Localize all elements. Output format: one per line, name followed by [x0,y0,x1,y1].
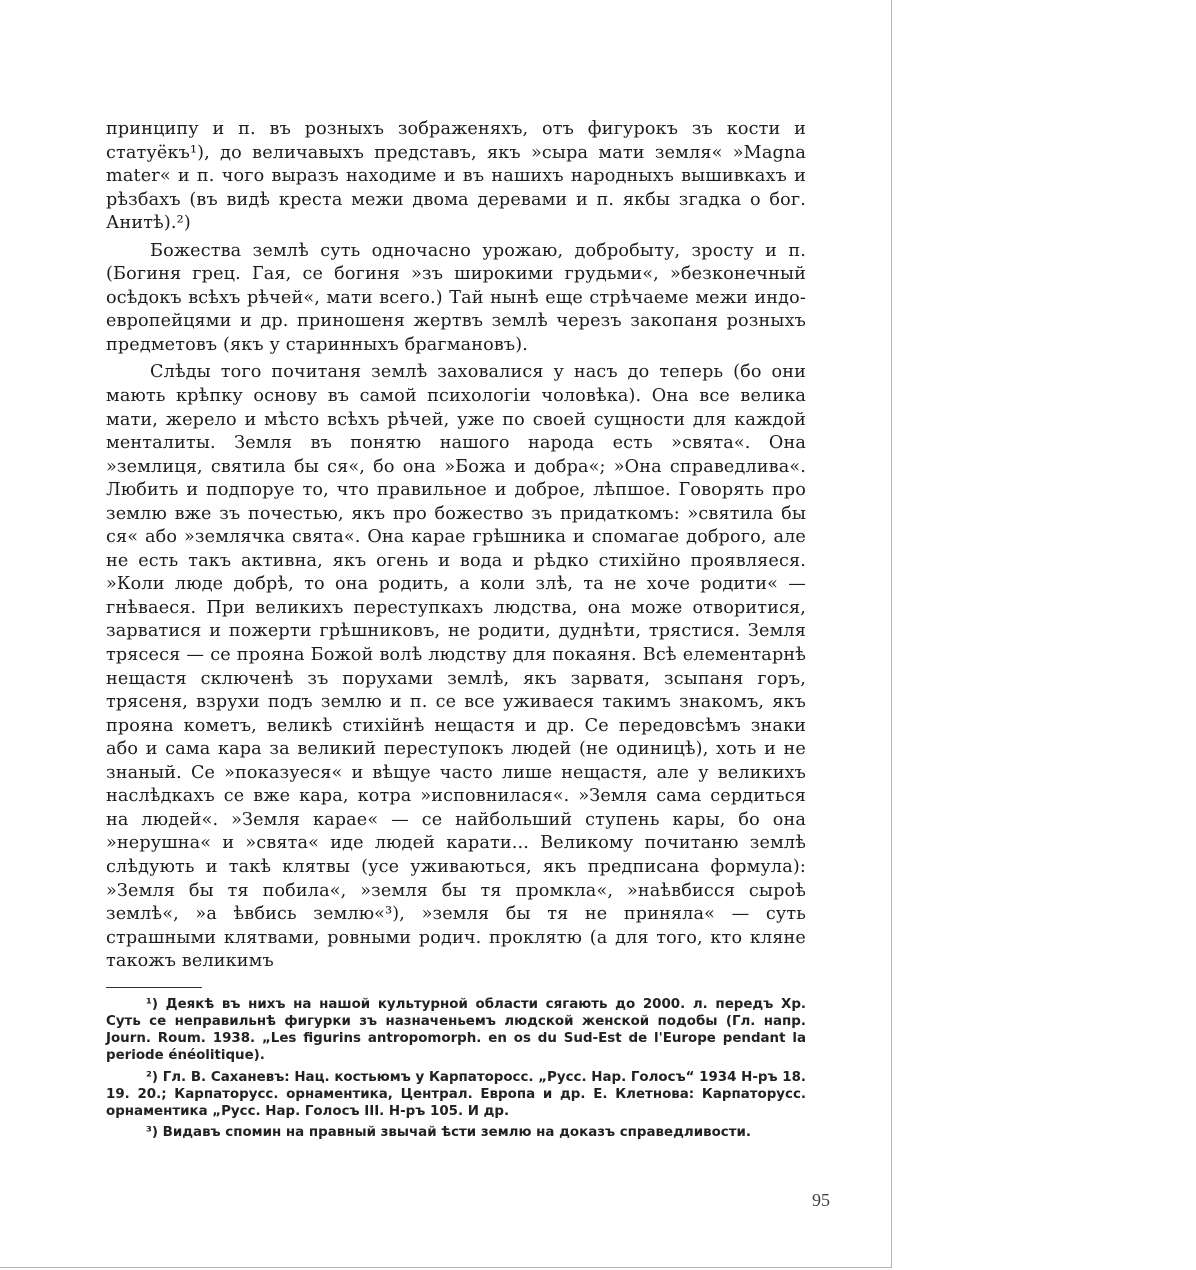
paragraph-3: Слѣды того почитаня землѣ заховалися у насъ до теперь (бо они мають крѣпку основу въ самой психологіи чоловѣка). Она все велика мати, жерело и мѣсто всѣхъ рѣчей, уже по своей сущности для каждой менталиты. Земля въ понятю нашого народа есть »свята«. Она »землиця, святила бы ся«, бо она »Божа и добра«; »Она справедлива«. Любить и подпоруе то, что правильное и доброе, лѣпшое. Говорять про землю вже зъ почестью, якъ про божество зъ придаткомъ: »святила бы ся« або »землячка свята«. Она карае грѣшника и спомагае доброго, але не есть такъ активна, якъ огень и вода и рѣдко стихійно проявляеся. »Коли люде добрѣ, то она родить, а коли злѣ, та не хоче родити« — гнѣваеся. При великихъ переступкахъ людства, она може отворитися, зарватися и пожерти грѣшниковъ, не родити, дуднѣти, трястися. Земля трясеся — се прояна Божой волѣ людству для покаяня. Всѣ елементарнѣ нещастя сключенѣ зъ порухами землѣ, якъ зарватя, зсыпаня горъ, трясеня, взрухи подъ землю и п. се все уживаеся такимъ знакомъ, якъ прояна кометъ, великѣ стихійнѣ нещастя и др. Се передовсѣмъ знаки або и сама кара за великий переступокъ людей (не одиницѣ), хоть и не знаный. Се »показуеся« и вѣщуе часто лише нещастя, але у великихъ наслѣдкахъ се вже кара, котра »исповнилася«. »Земля сама сердиться на людей«. »Земля карае« — се найбольший ступень кары, бо она »нерушна« и »свята« иде людей карати... Великому почитаню землѣ слѣдують и такѣ клятвы (усе уживаються, якъ предписана формула): »Земля бы тя побила«, »земля бы тя промкла«, »наѣвбисся сыроѣ землѣ«, »а ѣвбись землю«³), »земля бы тя не приняла« — суть страшными клятвами, ровными родич. проклятю (а для того, кто кляне такожъ великимъ [106,362,806,972]
footnote-3: ³) Видавъ спомин на правный звычай ѣсти землю на доказъ справедливости. [146,1125,751,1141]
footnotes [106,996,806,1142]
footnote-2: ²) Гл. В. Саханевъ: Нац. костьюмъ у Карпатоpосс. „Русс. Нар. Голосъ“ 1934 Н-ръ 18. 19. 20.; Карпаторусс. орнаментика, Централ. Европа и др. Е. Клетнова: Карпаторусс. орнаментика „Русс. Нар. Голосъ III. Н-ръ 105. И др. [106,1069,806,1119]
footnote-1: ¹) Деякѣ въ нихъ на нашой культурной области сягають до 2000. л. передъ Хр. Суть се неправильнѣ фигурки зъ назначеньемъ людской женской подобы (Гл. напр. Journ. Roum. 1938. „Les figurins antropomorph. en os du Sud-Est de l'Europe pendant la periode énéolitique). [106,996,806,1064]
scanned-page-content [106,118,806,1145]
paragraph-2: Божества землѣ суть одночасно урожаю, добробыту, зросту и п. (Богиня грец. Гая, се богиня »зъ широкими грудьми«, »безконечный осѣдокъ всѣхъ рѣчей«, мати всего.) Тай нынѣ еще стрѣчаеме межи индо-европейцями и др. приношеня жертвъ землѣ черезъ закопаня розныхъ предметовъ (якъ у старинныхъ брагмановъ). [106,240,806,355]
paragraph-1: принципу и п. въ розныхъ зображеняхъ, отъ фигурокъ зъ кости и статуёкъ¹), до величавыхъ представъ, якъ »сыра мати земля« »Magna mater« и п. чого выразъ находиме и въ нашихъ народныхъ вышивкахъ и рѣзбахъ (въ видѣ креста межи двома деревами и п. якбы згадка о бог. Анитѣ).²) [106,119,806,234]
footnote-divider [106,987,202,988]
main-text [106,118,806,974]
page-number: 95 [812,1190,830,1210]
